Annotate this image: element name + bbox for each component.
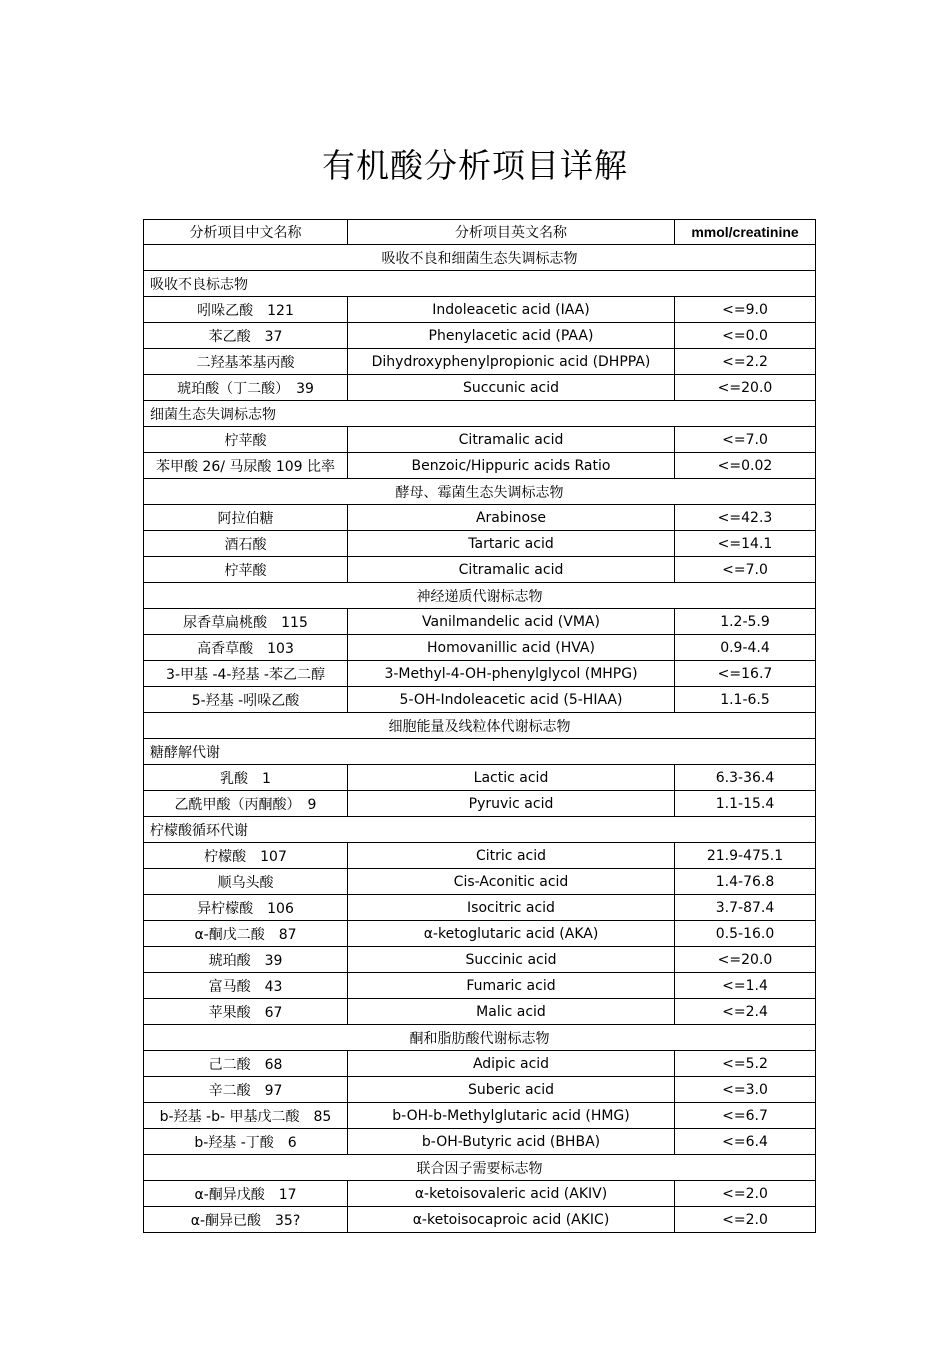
english-name-cell: 5-OH-Indoleacetic acid (5-HIAA)	[348, 687, 675, 713]
reference-range-cell: 1.2-5.9	[675, 609, 816, 635]
section-header-row	[144, 1025, 816, 1051]
reference-range-cell: 0.5-16.0	[675, 921, 816, 947]
english-name-cell: α-ketoisovaleric acid (AKIV)	[348, 1181, 675, 1207]
english-name-cell: Citramalic acid	[348, 557, 675, 583]
header-row	[144, 220, 816, 245]
section-title: 联合因子需要标志物	[144, 1155, 816, 1181]
reference-range-cell: <=2.4	[675, 999, 816, 1025]
reference-range-cell: 0.9-4.4	[675, 635, 816, 661]
chinese-name-cell: b-羟基 -丁酸 6	[144, 1129, 348, 1155]
table-row	[144, 375, 816, 401]
table-row	[144, 609, 816, 635]
subsection-header-row	[144, 401, 816, 427]
reference-range-cell: <=20.0	[675, 375, 816, 401]
english-name-cell: Succunic acid	[348, 375, 675, 401]
reference-range-cell: <=14.1	[675, 531, 816, 557]
section-header-row	[144, 479, 816, 505]
chinese-name-cell: α-酮戊二酸 87	[144, 921, 348, 947]
chinese-name-cell: 辛二酸 97	[144, 1077, 348, 1103]
chinese-name-cell: 琥珀酸 39	[144, 947, 348, 973]
table-row	[144, 843, 816, 869]
reference-range-cell: <=5.2	[675, 1051, 816, 1077]
table-row	[144, 349, 816, 375]
english-name-cell: Lactic acid	[348, 765, 675, 791]
chinese-name-cell: 柠苹酸	[144, 557, 348, 583]
table-row	[144, 791, 816, 817]
chinese-name-cell: α-酮异戊酸 17	[144, 1181, 348, 1207]
reference-range-cell: 21.9-475.1	[675, 843, 816, 869]
reference-range-cell: <=2.2	[675, 349, 816, 375]
header-chinese-name: 分析项目中文名称	[144, 220, 348, 245]
table-row	[144, 297, 816, 323]
english-name-cell: Benzoic/Hippuric acids Ratio	[348, 453, 675, 479]
english-name-cell: α-ketoisocaproic acid (AKIC)	[348, 1207, 675, 1233]
section-header-row	[144, 713, 816, 739]
reference-range-cell: <=2.0	[675, 1181, 816, 1207]
chinese-name-cell: 苯甲酸 26/ 马尿酸 109 比率	[144, 453, 348, 479]
section-title: 吸收不良和细菌生态失调标志物	[144, 245, 816, 271]
table-row	[144, 947, 816, 973]
section-header-row	[144, 583, 816, 609]
reference-range-cell: <=42.3	[675, 505, 816, 531]
english-name-cell: Citric acid	[348, 843, 675, 869]
reference-range-cell: <=6.4	[675, 1129, 816, 1155]
chinese-name-cell: 乙酰甲酸（丙酮酸） 9	[144, 791, 348, 817]
reference-range-cell: 6.3-36.4	[675, 765, 816, 791]
chinese-name-cell: 酒石酸	[144, 531, 348, 557]
english-name-cell: Phenylacetic acid (PAA)	[348, 323, 675, 349]
chinese-name-cell: 阿拉伯糖	[144, 505, 348, 531]
table-row	[144, 1077, 816, 1103]
english-name-cell: Homovanillic acid (HVA)	[348, 635, 675, 661]
english-name-cell: Suberic acid	[348, 1077, 675, 1103]
table-row	[144, 427, 816, 453]
chinese-name-cell: 尿香草扁桃酸 115	[144, 609, 348, 635]
subsection-title: 柠檬酸循环代谢	[144, 817, 816, 843]
english-name-cell: Vanilmandelic acid (VMA)	[348, 609, 675, 635]
english-name-cell: b-OH-Butyric acid (BHBA)	[348, 1129, 675, 1155]
subsection-title: 吸收不良标志物	[144, 271, 816, 297]
reference-range-cell: <=16.7	[675, 661, 816, 687]
chinese-name-cell: 富马酸 43	[144, 973, 348, 999]
table-row	[144, 1051, 816, 1077]
section-header-row	[144, 1155, 816, 1181]
english-name-cell: Malic acid	[348, 999, 675, 1025]
table-row	[144, 973, 816, 999]
reference-range-cell: <=3.0	[675, 1077, 816, 1103]
table-row	[144, 557, 816, 583]
table-row	[144, 661, 816, 687]
reference-range-cell: <=2.0	[675, 1207, 816, 1233]
section-title: 神经递质代谢标志物	[144, 583, 816, 609]
table-row	[144, 869, 816, 895]
chinese-name-cell: 柠檬酸 107	[144, 843, 348, 869]
section-title: 细胞能量及线粒体代谢标志物	[144, 713, 816, 739]
reference-range-cell: <=6.7	[675, 1103, 816, 1129]
chinese-name-cell: 异柠檬酸 106	[144, 895, 348, 921]
chinese-name-cell: 苯乙酸 37	[144, 323, 348, 349]
subsection-header-row	[144, 271, 816, 297]
reference-range-cell: <=0.0	[675, 323, 816, 349]
table-row	[144, 1181, 816, 1207]
reference-range-cell: 1.4-76.8	[675, 869, 816, 895]
table-row	[144, 765, 816, 791]
chinese-name-cell: b-羟基 -b- 甲基戊二酸 85	[144, 1103, 348, 1129]
reference-range-cell: <=20.0	[675, 947, 816, 973]
chinese-name-cell: 5-羟基 -吲哚乙酸	[144, 687, 348, 713]
english-name-cell: Cis-Aconitic acid	[348, 869, 675, 895]
chinese-name-cell: 琥珀酸（丁二酸） 39	[144, 375, 348, 401]
subsection-header-row	[144, 817, 816, 843]
table-row	[144, 687, 816, 713]
english-name-cell: Adipic acid	[348, 1051, 675, 1077]
english-name-cell: Pyruvic acid	[348, 791, 675, 817]
table-row	[144, 531, 816, 557]
english-name-cell: Dihydroxyphenylpropionic acid (DHPPA)	[348, 349, 675, 375]
english-name-cell: Arabinose	[348, 505, 675, 531]
chinese-name-cell: 己二酸 68	[144, 1051, 348, 1077]
table-row	[144, 921, 816, 947]
chinese-name-cell: 3-甲基 -4-羟基 -苯乙二醇	[144, 661, 348, 687]
reference-range-cell: <=9.0	[675, 297, 816, 323]
chinese-name-cell: 顺乌头酸	[144, 869, 348, 895]
english-name-cell: Isocitric acid	[348, 895, 675, 921]
chinese-name-cell: 柠苹酸	[144, 427, 348, 453]
organic-acid-table	[143, 219, 816, 1233]
chinese-name-cell: 乳酸 1	[144, 765, 348, 791]
english-name-cell: Citramalic acid	[348, 427, 675, 453]
chinese-name-cell: 吲哚乙酸 121	[144, 297, 348, 323]
section-title: 酮和脂肪酸代谢标志物	[144, 1025, 816, 1051]
table-row	[144, 999, 816, 1025]
reference-range-cell: 3.7-87.4	[675, 895, 816, 921]
english-name-cell: Succinic acid	[348, 947, 675, 973]
subsection-title: 糖酵解代谢	[144, 739, 816, 765]
reference-range-cell: 1.1-6.5	[675, 687, 816, 713]
english-name-cell: Indoleacetic acid (IAA)	[348, 297, 675, 323]
table-row	[144, 323, 816, 349]
table-row	[144, 505, 816, 531]
header-unit: mmol/creatinine	[675, 220, 816, 245]
reference-range-cell: <=1.4	[675, 973, 816, 999]
chinese-name-cell: 高香草酸 103	[144, 635, 348, 661]
subsection-header-row	[144, 739, 816, 765]
table-row	[144, 635, 816, 661]
chinese-name-cell: 二羟基苯基丙酸	[144, 349, 348, 375]
table-row	[144, 453, 816, 479]
table-row	[144, 1129, 816, 1155]
english-name-cell: Fumaric acid	[348, 973, 675, 999]
section-title: 酵母、霉菌生态失调标志物	[144, 479, 816, 505]
reference-range-cell: 1.1-15.4	[675, 791, 816, 817]
subsection-title: 细菌生态失调标志物	[144, 401, 816, 427]
reference-range-cell: <=7.0	[675, 557, 816, 583]
table-body	[144, 220, 816, 1233]
english-name-cell: 3-Methyl-4-OH-phenylglycol (MHPG)	[348, 661, 675, 687]
page-title: 有机酸分析项目详解	[322, 146, 628, 185]
english-name-cell: b-OH-b-Methylglutaric acid (HMG)	[348, 1103, 675, 1129]
english-name-cell: α-ketoglutaric acid (AKA)	[348, 921, 675, 947]
reference-range-cell: <=0.02	[675, 453, 816, 479]
header-english-name: 分析项目英文名称	[348, 220, 675, 245]
table-row	[144, 895, 816, 921]
english-name-cell: Tartaric acid	[348, 531, 675, 557]
table-row	[144, 1103, 816, 1129]
section-header-row	[144, 245, 816, 271]
table-row	[144, 1207, 816, 1233]
chinese-name-cell: α-酮异已酸 35?	[144, 1207, 348, 1233]
reference-range-cell: <=7.0	[675, 427, 816, 453]
chinese-name-cell: 苹果酸 67	[144, 999, 348, 1025]
